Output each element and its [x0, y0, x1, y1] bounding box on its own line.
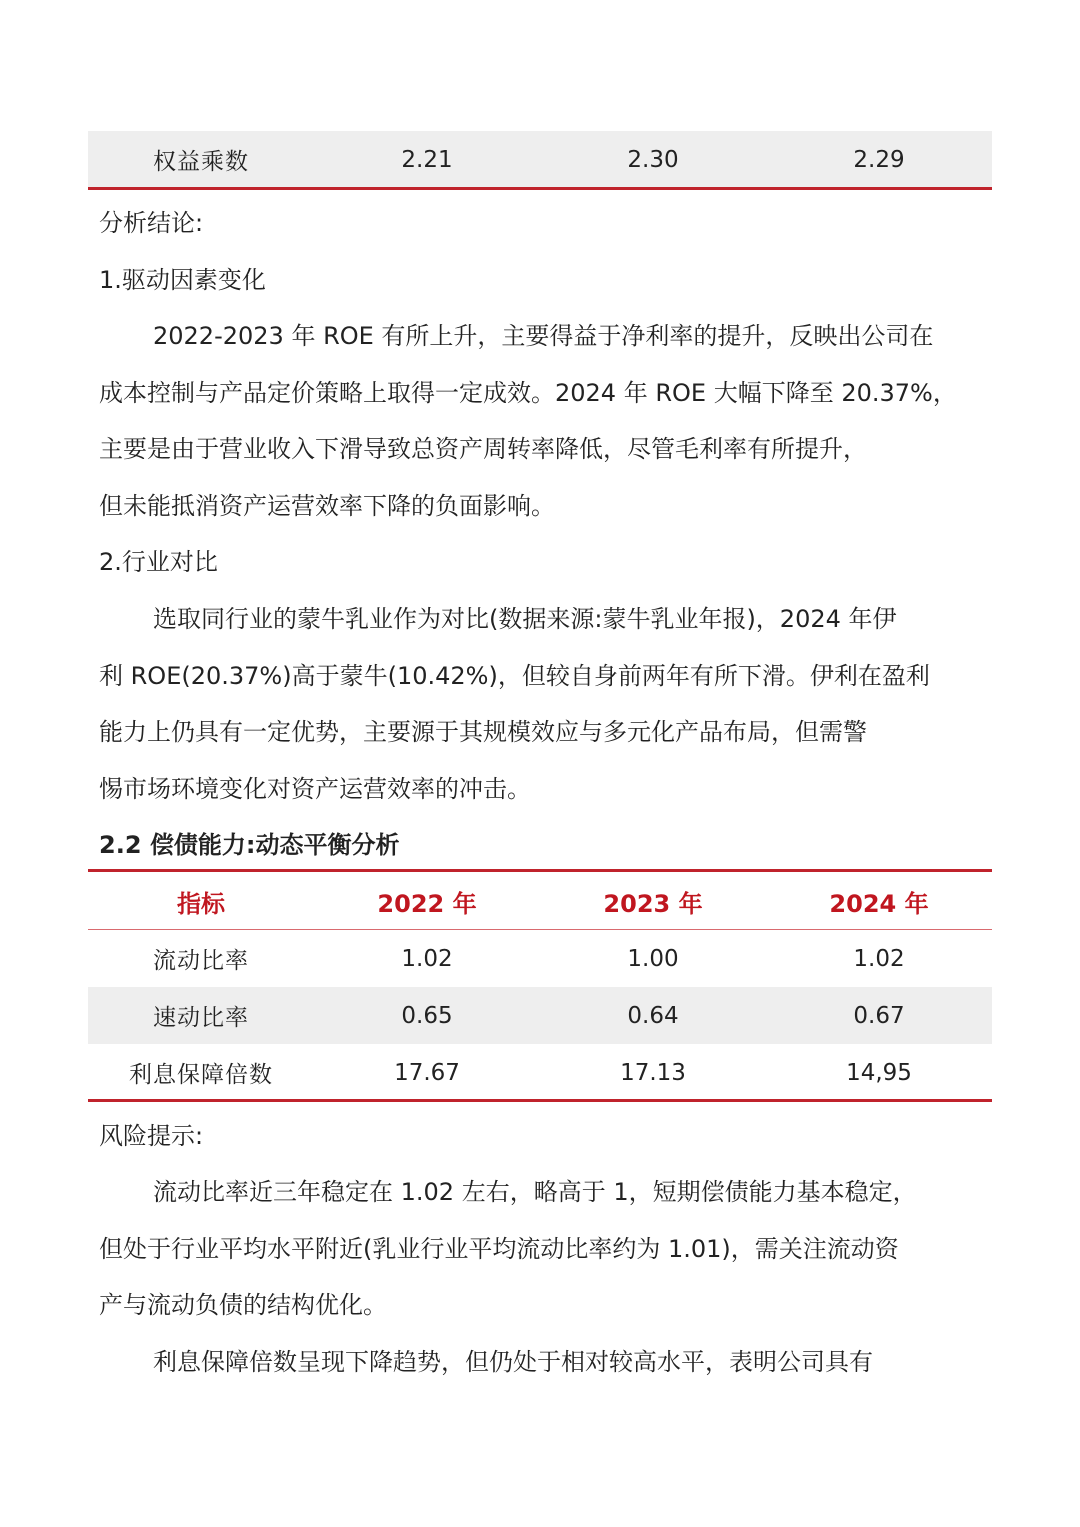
- table-row: [88, 1044, 992, 1101]
- row-label: 流动比率: [153, 948, 249, 974]
- risk-heading: 风险提示:: [99, 1122, 204, 1150]
- value-2022: 0.65: [401, 1002, 453, 1029]
- value-2023: 17.13: [620, 1059, 686, 1086]
- paragraph-line: 选取同行业的蒙牛乳业作为对比(数据来源:蒙牛乳业年报)，2024 年伊: [153, 605, 897, 633]
- equity-multiplier-table: [88, 131, 992, 188]
- value-2023: 0.64: [627, 1002, 679, 1029]
- paragraph-line: 主要是由于营业收入下滑导致总资产周转率降低，尽管毛利率有所提升，: [99, 435, 867, 463]
- table-header-row: [88, 872, 992, 930]
- table-row: [88, 131, 992, 188]
- header-indicator: 指标: [177, 889, 225, 918]
- paragraph-line: 产与流动负债的结构优化。: [99, 1291, 387, 1319]
- paragraph-line: 利 ROE(20.37%)高于蒙牛(10.42%)，但较自身前两年有所下滑。伊利在盈利: [99, 662, 930, 690]
- paragraph-line: 但未能抵消资产运营效率下降的负面影响。: [99, 492, 555, 520]
- value-2022: 17.67: [394, 1059, 460, 1086]
- value-2024: 1.02: [853, 945, 905, 972]
- table-row: [88, 987, 992, 1044]
- value-2024: 2.29: [853, 146, 905, 173]
- paragraph-line: 能力上仍具有一定优势，主要源于其规模效应与多元化产品布局，但需警: [99, 718, 867, 746]
- row-label: 速动比率: [153, 1005, 249, 1031]
- solvency-table: [88, 872, 992, 930]
- value-2024: 14,95: [846, 1059, 912, 1086]
- section1-title: 1.驱动因素变化: [99, 266, 266, 294]
- value-2024: 0.67: [853, 1002, 905, 1029]
- paragraph-line: 流动比率近三年稳定在 1.02 左右，略高于 1，短期偿债能力基本稳定，: [153, 1178, 917, 1206]
- analysis-heading: 分析结论:: [99, 209, 204, 237]
- table-bottom-rule: [88, 1099, 992, 1102]
- paragraph-line: 利息保障倍数呈现下降趋势，但仍处于相对较高水平，表明公司具有: [153, 1348, 873, 1376]
- value-2022: 2.21: [401, 146, 453, 173]
- value-2023: 1.00: [627, 945, 679, 972]
- header-2024: 2024 年: [829, 889, 929, 918]
- paragraph-line: 惕市场环境变化对资产运营效率的冲击。: [99, 775, 531, 803]
- paragraph-line: 但处于行业平均水平附近(乳业行业平均流动比率约为 1.01)，需关注流动资: [99, 1235, 899, 1263]
- row-label: 利息保障倍数: [129, 1062, 273, 1088]
- paragraph-line: 2022-2023 年 ROE 有所上升，主要得益于净利率的提升，反映出公司在: [153, 322, 934, 350]
- value-2022: 1.02: [401, 945, 453, 972]
- header-2023: 2023 年: [603, 889, 703, 918]
- section2-title: 2.行业对比: [99, 548, 218, 576]
- value-2023: 2.30: [627, 146, 679, 173]
- solvency-table-body: [88, 930, 992, 1101]
- table-bottom-rule: [88, 187, 992, 190]
- paragraph-line: 成本控制与产品定价策略上取得一定成效。2024 年 ROE 大幅下降至 20.37%，: [99, 379, 957, 407]
- table-row: [88, 930, 992, 987]
- header-2022: 2022 年: [377, 889, 477, 918]
- section-heading: 2.2 偿债能力:动态平衡分析: [99, 831, 400, 859]
- row-label: 权益乘数: [153, 149, 249, 175]
